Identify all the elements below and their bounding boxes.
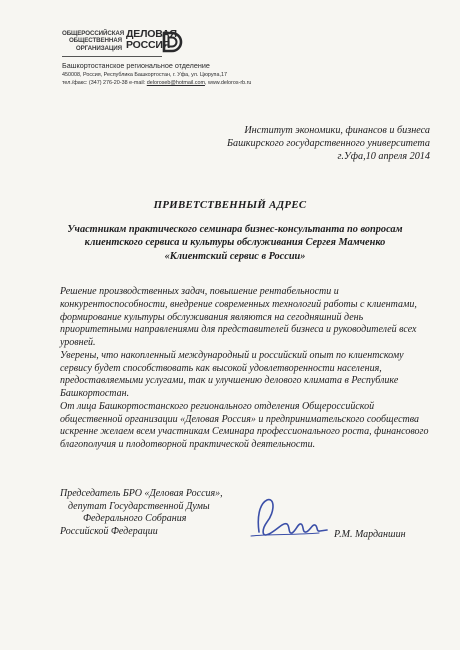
- brand-line-2: РОССИЯ: [126, 39, 171, 51]
- recipient-line-2: Башкирского государственного университета: [227, 138, 430, 150]
- org-line-1: ОБЩЕРОССИЙСКАЯ: [62, 30, 125, 37]
- body-paragraph: Уверены, что накопленный международный и российский опыт по клиентскому сервису будет способствовать как высокой удовлетворенности населения, предоставляемыми услугами, так и улучшению делового климата в Республике Башкортостан.: [60, 349, 404, 399]
- org-line-2: ОБЩЕСТВЕННАЯ: [68, 37, 122, 45]
- signer-name: Р.М. Марданшин: [334, 529, 406, 540]
- signer-line-1: Председатель БРО «Деловая Россия»,: [60, 488, 223, 499]
- addressee-block: [40, 223, 430, 263]
- signer-position: [60, 488, 270, 538]
- letterhead-contacts: [62, 80, 251, 86]
- body-paragraph: Решение производственных задач, повышение рентабельности и конкурентоспособности, внедрение современных технологий работы с клиентами, формирование культуры обслуживания являются на сегодняшний день приоритетными направлениями для представителей бизнеса и руководителей всех уровней.: [60, 286, 417, 348]
- letterhead-address: 450008, Россия, Республика Башкортостан, г. Уфа, ул. Цюрупа,17: [62, 72, 227, 78]
- body-paragraph: От лица Башкортостанского регионального отделения Общероссийской общественной организации «Деловая Россия» и предпринимательского сообщества искренне желаем всем участникам Семинара профессионального роста, финансового благополучия и плодотворной практической деятельности.: [60, 400, 429, 450]
- letterhead-branch: Башкортостанское региональное отделение: [62, 61, 210, 70]
- letterhead-divider: [62, 56, 162, 57]
- contacts-website: , www.deloros-rb.ru: [204, 80, 252, 86]
- brand-line-1: ДЕЛОВАЯ: [126, 28, 177, 40]
- contacts-phone: тел./факс: (347) 276-20-38 e-mail:: [62, 80, 147, 86]
- recipient-line-1: Институт экономики, финансов и бизнеса: [244, 125, 430, 136]
- signer-line-3: Федерального Собрания: [83, 513, 187, 525]
- letterhead-org-type: [62, 30, 125, 52]
- recipient-block: [200, 124, 430, 164]
- handwritten-signature: [247, 490, 331, 542]
- addressee-line-3: «Клиентский сервис в России»: [164, 250, 306, 262]
- signer-line-4: Российской Федерации: [60, 525, 158, 537]
- recipient-date-line: г.Уфа,10 апреля 2014: [337, 151, 430, 163]
- delovaya-rossiya-logo-icon: [161, 31, 183, 53]
- document-title: ПРИВЕТСТВЕННЫЙ АДРЕС: [153, 199, 307, 211]
- signer-line-2: депутат Государственной Думы: [68, 500, 210, 512]
- addressee-line-2: клиентского сервиса и культуры обслуживания Сергея Мамченко: [84, 237, 386, 249]
- contacts-email-link[interactable]: deloroseb@hotmail.com: [146, 80, 205, 86]
- letter-body: [60, 286, 432, 452]
- org-line-3: ОРГАНИЗАЦИЯ: [75, 44, 122, 52]
- addressee-line-1: Участникам практического семинара бизнес-консультанта по вопросам: [67, 224, 403, 235]
